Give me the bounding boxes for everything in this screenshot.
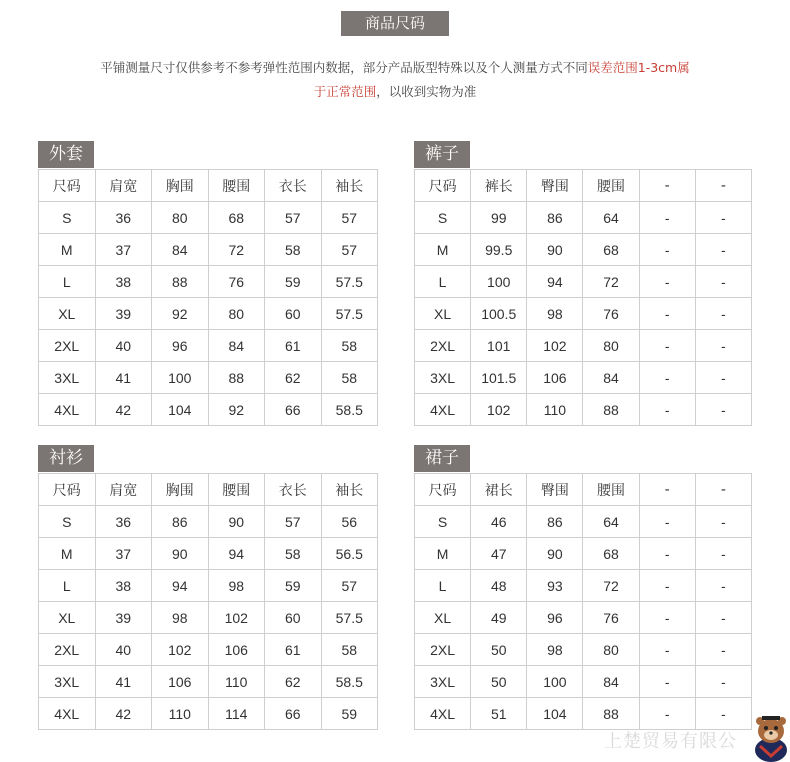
table-cell: 58 xyxy=(265,234,322,266)
table-cell: 100 xyxy=(471,266,527,298)
table-cell: M xyxy=(415,538,471,570)
table-cell: 100 xyxy=(152,362,209,394)
table-cell: 2XL xyxy=(415,634,471,666)
table-cell: L xyxy=(39,570,96,602)
table-cell: L xyxy=(415,266,471,298)
table-cell: - xyxy=(639,330,695,362)
table-cell: 62 xyxy=(265,666,322,698)
table-cell: 110 xyxy=(208,666,265,698)
table-cell: - xyxy=(695,698,751,730)
table-cell: 76 xyxy=(583,602,639,634)
table-cell: 72 xyxy=(583,570,639,602)
table-header-cell: 衣长 xyxy=(265,474,322,506)
table-cell: 88 xyxy=(208,362,265,394)
table-cell: 56 xyxy=(321,506,378,538)
table-header-cell: 袖长 xyxy=(321,474,378,506)
table-cell: 56.5 xyxy=(321,538,378,570)
table-row xyxy=(415,698,752,730)
notice-highlight: 于正常范围 xyxy=(313,84,377,99)
table-cell: 96 xyxy=(152,330,209,362)
table-cell: 101 xyxy=(471,330,527,362)
table-cell: 2XL xyxy=(415,330,471,362)
table-row xyxy=(39,570,378,602)
table-cell: 68 xyxy=(583,234,639,266)
table-cell: S xyxy=(39,506,96,538)
table-cell: 57.5 xyxy=(321,266,378,298)
table-cell: 72 xyxy=(583,266,639,298)
table-cell: 40 xyxy=(95,634,152,666)
table-header-row xyxy=(415,170,752,202)
notice-line-1 xyxy=(40,60,750,76)
table-cell: 2XL xyxy=(39,634,96,666)
table-cell: 99.5 xyxy=(471,234,527,266)
table-cell: - xyxy=(639,394,695,426)
table-header-cell: - xyxy=(639,474,695,506)
table-cell: 98 xyxy=(527,298,583,330)
table-cell: M xyxy=(39,538,96,570)
table-cell: 57 xyxy=(265,506,322,538)
table-cell: 64 xyxy=(583,202,639,234)
table-row xyxy=(39,698,378,730)
table-cell: - xyxy=(639,202,695,234)
table-cell: 57 xyxy=(321,234,378,266)
table-cell: - xyxy=(695,506,751,538)
table-cell: 64 xyxy=(583,506,639,538)
table-cell: 39 xyxy=(95,602,152,634)
table-cell: 59 xyxy=(265,570,322,602)
table-cell: 100.5 xyxy=(471,298,527,330)
table-header-cell: 臀围 xyxy=(527,474,583,506)
table-cell: 98 xyxy=(527,634,583,666)
table-cell: - xyxy=(695,234,751,266)
table-cell: 86 xyxy=(527,506,583,538)
table-cell: 4XL xyxy=(39,394,96,426)
table-cell: 57 xyxy=(321,202,378,234)
table-cell: XL xyxy=(39,602,96,634)
table-cell: 68 xyxy=(583,538,639,570)
table-row xyxy=(415,634,752,666)
table-cell: 92 xyxy=(152,298,209,330)
table-header-cell: 尺码 xyxy=(415,474,471,506)
table-cell: 110 xyxy=(527,394,583,426)
table-header-cell: 裙长 xyxy=(471,474,527,506)
table-cell: 86 xyxy=(527,202,583,234)
table-cell: 102 xyxy=(208,602,265,634)
table-cell: 61 xyxy=(265,634,322,666)
table-cell: 3XL xyxy=(415,666,471,698)
table-header-row xyxy=(39,474,378,506)
table-cell: S xyxy=(415,202,471,234)
table-cell: 58 xyxy=(321,362,378,394)
table-cell: 41 xyxy=(95,362,152,394)
table-cell: 94 xyxy=(527,266,583,298)
table-row xyxy=(415,330,752,362)
table-cell: 58.5 xyxy=(321,666,378,698)
table-cell: 102 xyxy=(471,394,527,426)
table-cell: - xyxy=(639,602,695,634)
table-cell: - xyxy=(695,602,751,634)
table-cell: - xyxy=(639,362,695,394)
table-row xyxy=(415,570,752,602)
table-cell: XL xyxy=(39,298,96,330)
watermark-text: 上楚贸易有限公 xyxy=(604,731,737,752)
table-cell: 106 xyxy=(208,634,265,666)
table-cell: 80 xyxy=(152,202,209,234)
table-cell: 3XL xyxy=(39,362,96,394)
pants-table-label: 裤子 xyxy=(414,141,470,168)
table-header-cell: 尺码 xyxy=(39,474,96,506)
table-cell: - xyxy=(639,634,695,666)
table-cell: 58 xyxy=(321,634,378,666)
table-cell: 3XL xyxy=(39,666,96,698)
table-cell: 90 xyxy=(208,506,265,538)
table-row xyxy=(39,394,378,426)
skirt-table-label: 裙子 xyxy=(414,445,470,472)
table-cell: 68 xyxy=(208,202,265,234)
table-cell: - xyxy=(639,538,695,570)
table-cell: 47 xyxy=(471,538,527,570)
table-cell: - xyxy=(639,570,695,602)
notice-highlight: 误差范围1-3cm属 xyxy=(587,60,690,75)
table-cell: 72 xyxy=(208,234,265,266)
table-cell: S xyxy=(415,506,471,538)
table-header-cell: 腰围 xyxy=(583,170,639,202)
table-cell: 106 xyxy=(527,362,583,394)
table-row xyxy=(39,330,378,362)
table-cell: 40 xyxy=(95,330,152,362)
table-cell: 66 xyxy=(265,698,322,730)
table-cell: 80 xyxy=(208,298,265,330)
table-row xyxy=(39,362,378,394)
table-row xyxy=(415,666,752,698)
table-cell: 110 xyxy=(152,698,209,730)
table-cell: - xyxy=(695,394,751,426)
table-cell: 41 xyxy=(95,666,152,698)
table-cell: 50 xyxy=(471,634,527,666)
table-cell: - xyxy=(639,506,695,538)
table-cell: 57 xyxy=(321,570,378,602)
table-cell: 84 xyxy=(152,234,209,266)
table-cell: 50 xyxy=(471,666,527,698)
table-row xyxy=(415,362,752,394)
table-cell: 90 xyxy=(152,538,209,570)
table-row xyxy=(39,538,378,570)
table-cell: 46 xyxy=(471,506,527,538)
table-row xyxy=(415,602,752,634)
table-cell: - xyxy=(695,202,751,234)
coat-size-table xyxy=(38,169,378,426)
table-cell: 2XL xyxy=(39,330,96,362)
table-cell: 106 xyxy=(152,666,209,698)
table-header-cell: 腰围 xyxy=(583,474,639,506)
table-cell: 4XL xyxy=(415,394,471,426)
table-cell: 61 xyxy=(265,330,322,362)
notice-text: ，以收到实物为准 xyxy=(376,84,477,99)
table-cell: 102 xyxy=(527,330,583,362)
table-cell: 88 xyxy=(152,266,209,298)
table-cell: S xyxy=(39,202,96,234)
table-row xyxy=(415,298,752,330)
notice-text: 平铺测量尺寸仅供参考不参考弹性范围内数据，部分产品版型特殊以及个人测量方式不同 xyxy=(100,60,588,75)
table-header-cell: 腰围 xyxy=(208,474,265,506)
table-row xyxy=(39,266,378,298)
table-row xyxy=(39,202,378,234)
table-cell: L xyxy=(39,266,96,298)
table-cell: 98 xyxy=(208,570,265,602)
table-row xyxy=(39,234,378,266)
table-cell: 38 xyxy=(95,266,152,298)
table-cell: 76 xyxy=(208,266,265,298)
table-cell: 49 xyxy=(471,602,527,634)
table-cell: XL xyxy=(415,298,471,330)
table-cell: 66 xyxy=(265,394,322,426)
table-cell: - xyxy=(695,570,751,602)
table-header-cell: 腰围 xyxy=(208,170,265,202)
table-header-cell: - xyxy=(695,170,751,202)
table-cell: 84 xyxy=(583,362,639,394)
table-cell: M xyxy=(39,234,96,266)
table-cell: 51 xyxy=(471,698,527,730)
table-cell: 38 xyxy=(95,570,152,602)
table-cell: L xyxy=(415,570,471,602)
table-cell: 36 xyxy=(95,506,152,538)
table-row xyxy=(39,602,378,634)
table-header-cell: 衣长 xyxy=(265,170,322,202)
table-cell: - xyxy=(639,234,695,266)
table-cell: 36 xyxy=(95,202,152,234)
table-cell: 57.5 xyxy=(321,602,378,634)
table-cell: M xyxy=(415,234,471,266)
table-cell: - xyxy=(695,298,751,330)
table-cell: 104 xyxy=(527,698,583,730)
table-header-cell: 胸围 xyxy=(152,170,209,202)
table-header-row xyxy=(39,170,378,202)
table-row xyxy=(415,538,752,570)
table-cell: 37 xyxy=(95,538,152,570)
table-cell: 84 xyxy=(583,666,639,698)
notice-line-2 xyxy=(40,84,750,100)
table-cell: 57 xyxy=(265,202,322,234)
table-header-cell: 尺码 xyxy=(415,170,471,202)
table-cell: 3XL xyxy=(415,362,471,394)
table-cell: 60 xyxy=(265,298,322,330)
table-cell: - xyxy=(639,266,695,298)
shirt-size-table xyxy=(38,473,378,730)
table-cell: XL xyxy=(415,602,471,634)
table-cell: 86 xyxy=(152,506,209,538)
table-row xyxy=(415,394,752,426)
table-cell: 42 xyxy=(95,698,152,730)
table-cell: - xyxy=(695,634,751,666)
page-title: 商品尺码 xyxy=(341,11,449,36)
table-row xyxy=(415,234,752,266)
table-cell: 58 xyxy=(265,538,322,570)
table-cell: - xyxy=(639,298,695,330)
table-header-cell: 胸围 xyxy=(152,474,209,506)
table-cell: 104 xyxy=(152,394,209,426)
table-cell: 98 xyxy=(152,602,209,634)
table-cell: 39 xyxy=(95,298,152,330)
table-cell: - xyxy=(695,666,751,698)
table-cell: 92 xyxy=(208,394,265,426)
table-row xyxy=(39,298,378,330)
mascot-icon xyxy=(752,710,790,762)
table-cell: 96 xyxy=(527,602,583,634)
table-cell: 57.5 xyxy=(321,298,378,330)
table-row xyxy=(415,506,752,538)
table-header-cell: 裤长 xyxy=(471,170,527,202)
table-cell: - xyxy=(695,266,751,298)
table-cell: 84 xyxy=(208,330,265,362)
table-cell: 60 xyxy=(265,602,322,634)
table-cell: 101.5 xyxy=(471,362,527,394)
pants-size-table xyxy=(414,169,752,426)
table-cell: 90 xyxy=(527,538,583,570)
table-cell: 94 xyxy=(152,570,209,602)
coat-table-label: 外套 xyxy=(38,141,94,168)
shirt-table-label: 衬衫 xyxy=(38,445,94,472)
table-row xyxy=(415,266,752,298)
table-cell: 62 xyxy=(265,362,322,394)
table-cell: - xyxy=(639,666,695,698)
table-cell: 42 xyxy=(95,394,152,426)
table-cell: 93 xyxy=(527,570,583,602)
table-header-row xyxy=(415,474,752,506)
table-row xyxy=(39,634,378,666)
table-row xyxy=(415,202,752,234)
table-row xyxy=(39,666,378,698)
table-header-cell: 尺码 xyxy=(39,170,96,202)
table-header-cell: - xyxy=(695,474,751,506)
table-cell: 94 xyxy=(208,538,265,570)
table-cell: 59 xyxy=(321,698,378,730)
table-cell: 4XL xyxy=(415,698,471,730)
table-cell: - xyxy=(695,538,751,570)
table-cell: 88 xyxy=(583,698,639,730)
table-header-cell: 臀围 xyxy=(527,170,583,202)
table-header-cell: - xyxy=(639,170,695,202)
table-header-cell: 肩宽 xyxy=(95,170,152,202)
table-cell: 114 xyxy=(208,698,265,730)
table-cell: 58.5 xyxy=(321,394,378,426)
table-row xyxy=(39,506,378,538)
table-cell: 80 xyxy=(583,634,639,666)
table-cell: 99 xyxy=(471,202,527,234)
table-cell: 4XL xyxy=(39,698,96,730)
table-cell: - xyxy=(695,362,751,394)
table-cell: 58 xyxy=(321,330,378,362)
table-cell: 59 xyxy=(265,266,322,298)
table-cell: 88 xyxy=(583,394,639,426)
table-cell: 37 xyxy=(95,234,152,266)
table-cell: 100 xyxy=(527,666,583,698)
table-header-cell: 袖长 xyxy=(321,170,378,202)
table-cell: 80 xyxy=(583,330,639,362)
table-cell: 102 xyxy=(152,634,209,666)
table-cell: - xyxy=(695,330,751,362)
table-cell: 48 xyxy=(471,570,527,602)
table-header-cell: 肩宽 xyxy=(95,474,152,506)
table-cell: 90 xyxy=(527,234,583,266)
table-cell: - xyxy=(639,698,695,730)
skirt-size-table xyxy=(414,473,752,730)
table-cell: 76 xyxy=(583,298,639,330)
